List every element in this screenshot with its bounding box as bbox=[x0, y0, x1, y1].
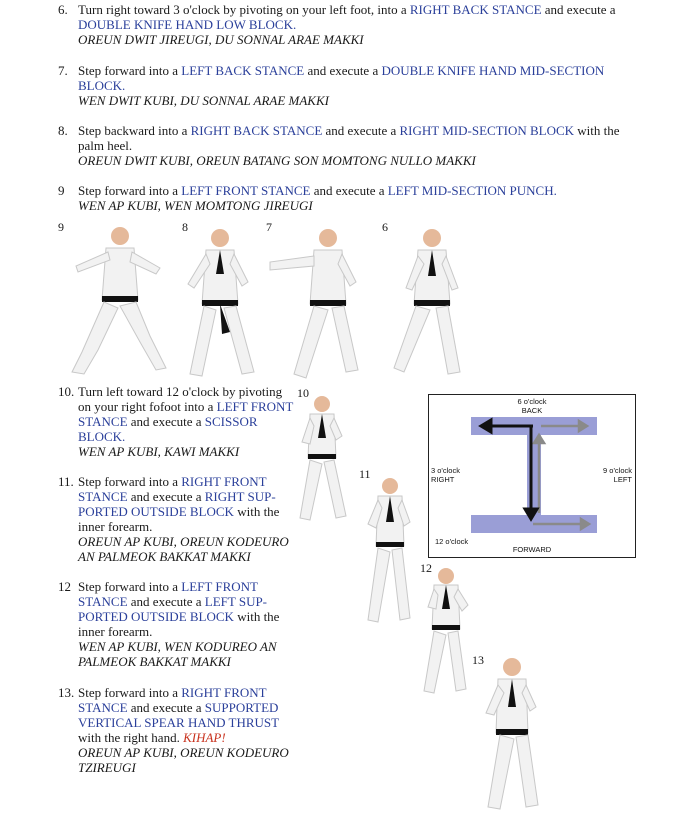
step-text: inner forearm. bbox=[78, 519, 153, 534]
korean-term: WEN AP KUBI, WEN KODUREO AN bbox=[78, 639, 277, 654]
korean-term: TZIREUGI bbox=[78, 760, 136, 775]
figure-label-12: 12 bbox=[420, 561, 432, 575]
stance-keyword: RIGHT BACK STANCE bbox=[409, 2, 542, 17]
step-number: 7. bbox=[58, 63, 68, 78]
stance-keyword: LEFT FRONT STANCE bbox=[181, 183, 311, 198]
step-number: 10. bbox=[58, 384, 75, 399]
direction-diagram bbox=[428, 394, 636, 558]
diagram-label-bottom-left: 12 o'clock bbox=[435, 537, 469, 546]
korean-term: WEN AP KUBI, WEN MOMTONG JIREUGI bbox=[78, 198, 313, 213]
step-text: and execute a bbox=[127, 489, 205, 504]
korean-term: OREUN DWIT KUBI, OREUN BATANG SON MOMTONG NULLO MAKKI bbox=[78, 153, 476, 168]
stance-keyword: LEFT BACK STANCE bbox=[181, 63, 305, 78]
step-number: 12 bbox=[58, 579, 71, 594]
step-text: and execute a bbox=[127, 594, 205, 609]
korean-term: OREUN AP KUBI, OREUN KODEURO bbox=[78, 745, 289, 760]
technique-keyword: LEFT MID-SECTION PUNCH. bbox=[387, 183, 557, 198]
korean-term: OREUN AP KUBI, OREUN KODEURO bbox=[78, 534, 289, 549]
figure-label-8: 8 bbox=[182, 220, 188, 234]
technique-keyword: RIGHT MID-SECTION BLOCK bbox=[399, 123, 575, 138]
technique-keyword: SUPPORTED bbox=[204, 700, 279, 715]
stance-keyword: RIGHT BACK STANCE bbox=[190, 123, 323, 138]
stance-keyword: STANCE bbox=[78, 414, 128, 429]
stance-keyword: LEFT FRONT bbox=[181, 579, 258, 594]
korean-term: OREUN DWIT JIREUGI, DU SONNAL ARAE MAKKI bbox=[78, 32, 364, 47]
step-text: and execute a bbox=[322, 123, 400, 138]
step-text: Step forward into a bbox=[78, 63, 182, 78]
step-text: Step forward into a bbox=[78, 183, 182, 198]
step-number: 8. bbox=[58, 123, 68, 138]
figure-10-photo bbox=[296, 392, 356, 528]
technique-keyword: PORTED OUTSIDE BLOCK bbox=[78, 609, 234, 624]
diagram-label-left: 3 o'clock RIGHT bbox=[431, 466, 460, 484]
technique-keyword: PORTED OUTSIDE BLOCK bbox=[78, 504, 234, 519]
diagram-label-right: 9 o'clock LEFT bbox=[603, 466, 632, 484]
technique-keyword: DOUBLE KNIFE HAND MID-SECTION bbox=[381, 63, 605, 78]
technique-keyword: VERTICAL SPEAR HAND THRUST bbox=[78, 715, 280, 730]
step-text: and execute a bbox=[541, 2, 616, 17]
figure-9-photo bbox=[68, 222, 168, 382]
step-text: Step backward into a bbox=[78, 123, 191, 138]
technique-keyword: DOUBLE KNIFE HAND LOW BLOCK. bbox=[78, 17, 297, 32]
technique-keyword: RIGHT SUP- bbox=[204, 489, 276, 504]
step-text: and execute a bbox=[127, 700, 205, 715]
korean-term: PALMEOK BAKKAT MAKKI bbox=[78, 654, 231, 669]
step-text: and execute a bbox=[127, 414, 205, 429]
figure-11-photo bbox=[360, 474, 420, 626]
step-text: Step forward into a bbox=[78, 685, 182, 700]
step-text: inner forearm. bbox=[78, 624, 153, 639]
step-text: Step forward into a bbox=[78, 579, 182, 594]
figure-12-photo bbox=[420, 565, 476, 697]
step-text: Step forward into a bbox=[78, 474, 182, 489]
diagram-arrows bbox=[429, 395, 635, 557]
technique-keyword: LEFT SUP- bbox=[204, 594, 268, 609]
technique-keyword: BLOCK. bbox=[78, 429, 126, 444]
step-text: palm heel. bbox=[78, 138, 133, 153]
figure-label-7: 7 bbox=[266, 220, 272, 234]
figure-7-photo bbox=[266, 224, 366, 382]
figure-label-11: 11 bbox=[359, 467, 371, 481]
step-text: with the right hand. bbox=[78, 730, 184, 745]
step-text: with the bbox=[233, 609, 280, 624]
step-number: 9 bbox=[58, 183, 65, 198]
kihap-shout: KIHAP! bbox=[183, 730, 226, 745]
step-text: Turn left toward 12 o'clock by pivoting bbox=[78, 384, 283, 399]
step-text: and execute a bbox=[304, 63, 382, 78]
figure-6-photo bbox=[386, 224, 476, 382]
technique-keyword: BLOCK. bbox=[78, 78, 126, 93]
diagram-label-top: 6 o'clock BACK bbox=[517, 397, 547, 415]
stance-keyword: RIGHT FRONT bbox=[181, 474, 267, 489]
stance-keyword: STANCE bbox=[78, 700, 128, 715]
step-number: 11. bbox=[58, 474, 74, 489]
technique-keyword: SCISSOR bbox=[204, 414, 258, 429]
step-number: 6. bbox=[58, 2, 68, 17]
stance-keyword: STANCE bbox=[78, 489, 128, 504]
figure-label-10: 10 bbox=[297, 386, 309, 400]
stance-keyword: LEFT FRONT bbox=[216, 399, 294, 414]
step-text: with the bbox=[574, 123, 620, 138]
figure-label-6: 6 bbox=[382, 220, 388, 234]
figure-label-9: 9 bbox=[58, 220, 64, 234]
step-text: and execute a bbox=[310, 183, 388, 198]
diagram-label-bottom: FORWARD bbox=[512, 545, 552, 554]
korean-term: AN PALMEOK BAKKAT MAKKI bbox=[78, 549, 251, 564]
step-text: Turn right toward 3 o'clock by pivoting on your left foot, into a bbox=[78, 2, 410, 17]
step-text: with the bbox=[233, 504, 280, 519]
step-text: on your right fofoot into a bbox=[78, 399, 217, 414]
stance-keyword: RIGHT FRONT bbox=[181, 685, 267, 700]
figure-8-photo bbox=[176, 224, 266, 382]
step-number: 13. bbox=[58, 685, 75, 700]
stance-keyword: STANCE bbox=[78, 594, 128, 609]
figure-label-13: 13 bbox=[472, 653, 484, 667]
korean-term: WEN DWIT KUBI, DU SONNAL ARAE MAKKI bbox=[78, 93, 329, 108]
figure-13-photo bbox=[480, 655, 544, 815]
korean-term: WEN AP KUBI, KAWI MAKKI bbox=[78, 444, 240, 459]
